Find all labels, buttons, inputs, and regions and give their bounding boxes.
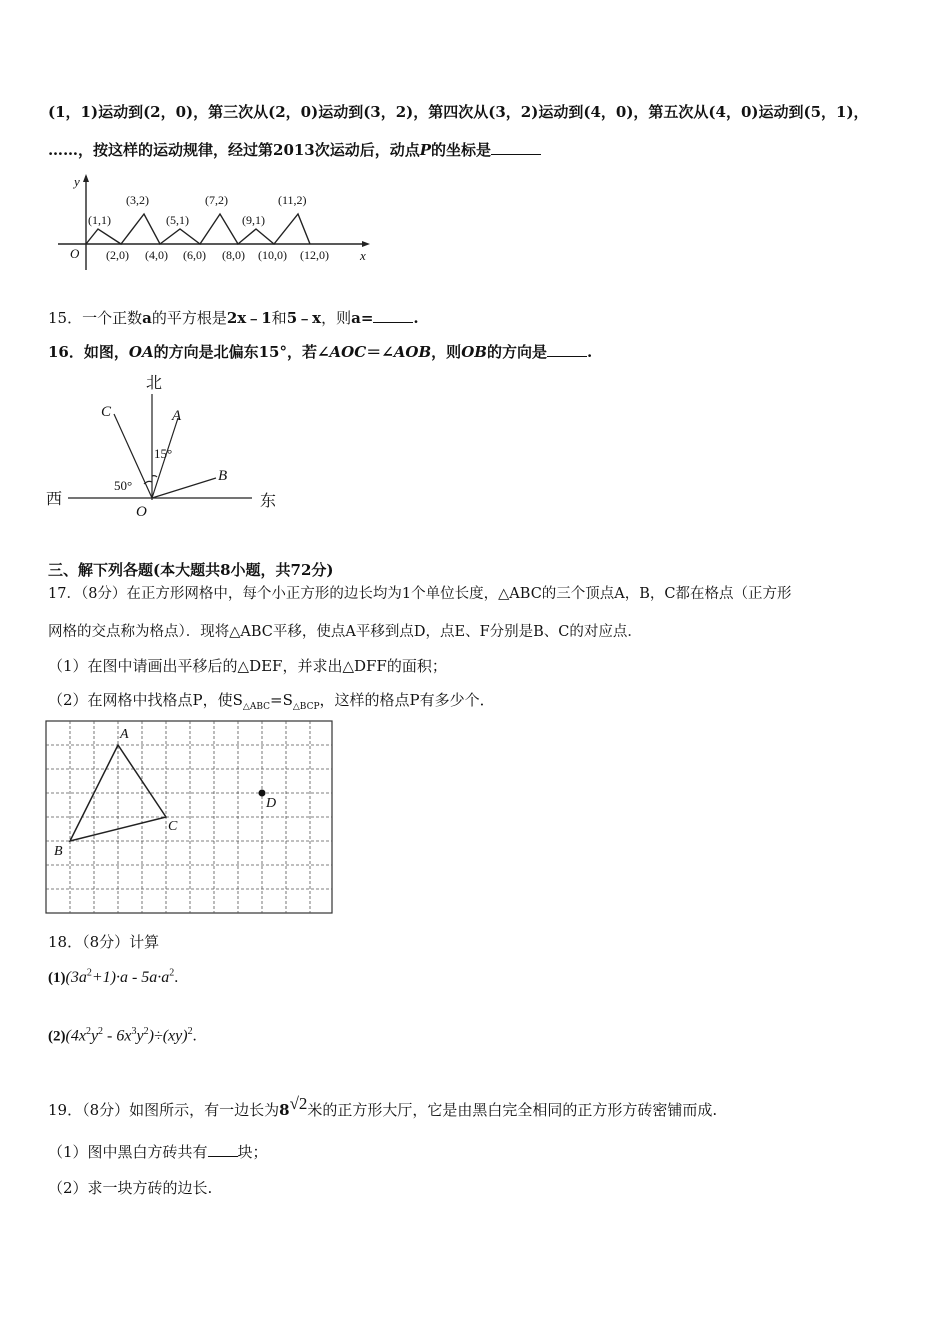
point-p: P <box>419 141 432 159</box>
origin-label: O <box>70 246 80 261</box>
q17-part-2-a: （2）在网格中找格点P，使S <box>48 691 243 709</box>
q18-f1-end: . <box>174 969 179 986</box>
q16-prefix: 16．如图， <box>48 343 129 361</box>
q16-oa: OA <box>128 343 154 361</box>
q15-a: a <box>142 309 152 327</box>
north-label: 北 <box>146 375 163 392</box>
q19-part-2: （2）求一块方砖的边长. <box>48 1179 213 1197</box>
q17-line-2: 网格的交点称为格点）．现将△ABC平移，使点A平移到点D，点E、F分别是B、C的对应点． <box>48 624 642 640</box>
q18-f2-a: (4x <box>65 1027 86 1045</box>
angle-15-label: 15° <box>154 446 173 461</box>
peak-label: (7,2) <box>205 193 228 207</box>
base-label: (4,0) <box>145 248 168 262</box>
q14-line-2-end: 的坐标是 <box>431 141 492 159</box>
q16-aoc: AOC <box>329 343 367 361</box>
angle-15-arc <box>152 476 157 477</box>
q17-eq: =S <box>270 691 293 709</box>
q19-statement <box>48 1094 717 1120</box>
q16-mid: 的方向是北偏东15°，若∠ <box>153 343 330 361</box>
q18-f2-e3: 3 <box>131 1026 137 1037</box>
q18-f1-a: (3a <box>65 969 87 986</box>
q18-f2-number: (2) <box>48 1028 66 1045</box>
q19-prefix: 19．（8分）如图所示，有一边长为 <box>48 1101 280 1119</box>
q16-eqsign: ＝∠ <box>366 343 394 361</box>
q18-f1-b: +1)·a - 5a·a <box>91 969 170 986</box>
section-3-title: 三、解下列各题(本大题共8小题，共72分) <box>48 561 334 579</box>
q15-end: . <box>413 309 419 327</box>
y-label: y <box>74 174 80 189</box>
peak-label: (3,2) <box>126 193 149 207</box>
q18-f2-b: y <box>90 1027 99 1045</box>
q19-part-1-a: （1）图中黑白方砖共有 <box>48 1143 208 1161</box>
q16-ob: OB <box>461 343 487 361</box>
zigzag-path <box>86 214 310 244</box>
label-a: A <box>172 408 182 424</box>
q16-end: 的方向是 <box>486 343 547 361</box>
q19-suffix: 米的正方形大厅，它是由黑白完全相同的正方形方砖密铺而成. <box>307 1101 718 1119</box>
q15-expr-2: 5﹣x <box>286 309 322 327</box>
peak-label: (1,1) <box>88 213 111 227</box>
q14-line-1: (1，1)运动到(2，0)，第三次从(2，0)运动到(3，2)，第四次从(3，2)运动到(4，0)，第五次从(4，0)运动到(5，1)， <box>48 103 869 121</box>
q18-f2-d: y <box>136 1027 144 1045</box>
grid-label-d: D <box>266 796 277 811</box>
q18-title: 18．（8分）计算 <box>48 933 160 951</box>
label-o: O <box>136 504 147 520</box>
grid-label-a: A <box>120 727 129 742</box>
q18-f2-e2: 2 <box>98 1026 104 1037</box>
q16-answer-blank <box>547 342 587 357</box>
q14-zigzag-graph <box>48 172 378 272</box>
q15 <box>48 308 419 328</box>
grid-label-b: B <box>54 844 63 859</box>
peak-label: (5,1) <box>166 213 189 227</box>
q14-answer-blank <box>491 140 541 155</box>
base-label: (10,0) <box>258 248 287 262</box>
q15-text: 15．一个正数 <box>48 309 143 327</box>
q19-number: 8 <box>279 1101 290 1119</box>
q15-text-2: 的平方根是 <box>151 309 227 327</box>
q18-formula-1 <box>48 962 178 992</box>
q18-f1-exp1: 2 <box>86 967 92 979</box>
base-label: (2,0) <box>106 248 129 262</box>
q19-sqrt: √2 <box>289 1094 308 1113</box>
q18-f2-e4: 2 <box>143 1026 149 1037</box>
q17-line-1: 17．（8分）在正方形网格中，每个小正方形的边长均为1个单位长度，△ABC的三个顶点A，B，C都在格点（正方形 <box>48 586 792 602</box>
q17-part-2 <box>48 690 495 717</box>
q17-sub-bcp: △BCP <box>292 702 320 712</box>
q17-part-1: （1）在图中请画出平移后的△DEF，并求出△DFF的面积； <box>48 657 447 675</box>
base-label: (8,0) <box>222 248 245 262</box>
label-c: C <box>101 404 112 420</box>
base-label: (12,0) <box>300 248 329 262</box>
q16-aob: AOB <box>393 343 432 361</box>
q18-f2-end: . <box>192 1027 197 1045</box>
q19-answer-blank <box>208 1142 238 1157</box>
q16 <box>48 342 592 362</box>
q15-text-3: ，则 <box>321 309 352 327</box>
q19-part-1 <box>48 1142 268 1162</box>
q18-f2-e1: 2 <box>85 1026 91 1037</box>
q14-line-2 <box>48 140 541 160</box>
ray-ob <box>152 478 216 498</box>
q17-sub-abc: △ABC <box>242 702 271 712</box>
peak-label: (9,1) <box>242 213 265 227</box>
x-label: x <box>360 248 366 263</box>
q15-answer-blank <box>373 308 413 323</box>
q18-formula-2 <box>48 1026 197 1045</box>
q15-and: 和 <box>271 309 287 327</box>
q14-line-2-text: ……，按这样的运动规律，经过第2013次运动后，动点 <box>48 141 420 159</box>
q16-dot: . <box>586 343 593 361</box>
west-label: 西 <box>46 491 63 508</box>
grid-label-c: C <box>168 819 178 834</box>
q18-f2-c: - 6x <box>103 1027 132 1045</box>
east-label: 东 <box>260 493 277 510</box>
label-b: B <box>218 468 228 484</box>
point-d <box>259 790 266 797</box>
peak-label: (11,2) <box>278 193 307 207</box>
q16-compass-figure <box>44 372 294 522</box>
angle-50-label: 50° <box>114 478 133 493</box>
q16-mid-2: ，则 <box>431 343 462 361</box>
q15-expr-1: 2x﹣1 <box>226 309 272 327</box>
q18-f2-e5: 2 <box>187 1026 193 1037</box>
q17-part-2-b: ，这样的格点P有多少个． <box>319 691 495 709</box>
q15-eq: a= <box>351 309 374 327</box>
q19-part-1-b: 块； <box>237 1143 268 1161</box>
q18-f1-number: (1) <box>48 970 66 986</box>
q17-grid-figure <box>45 720 333 914</box>
base-label: (6,0) <box>183 248 206 262</box>
q18-f2-e: )÷(xy) <box>148 1027 188 1045</box>
q18-f1-exp2: 2 <box>169 967 175 979</box>
